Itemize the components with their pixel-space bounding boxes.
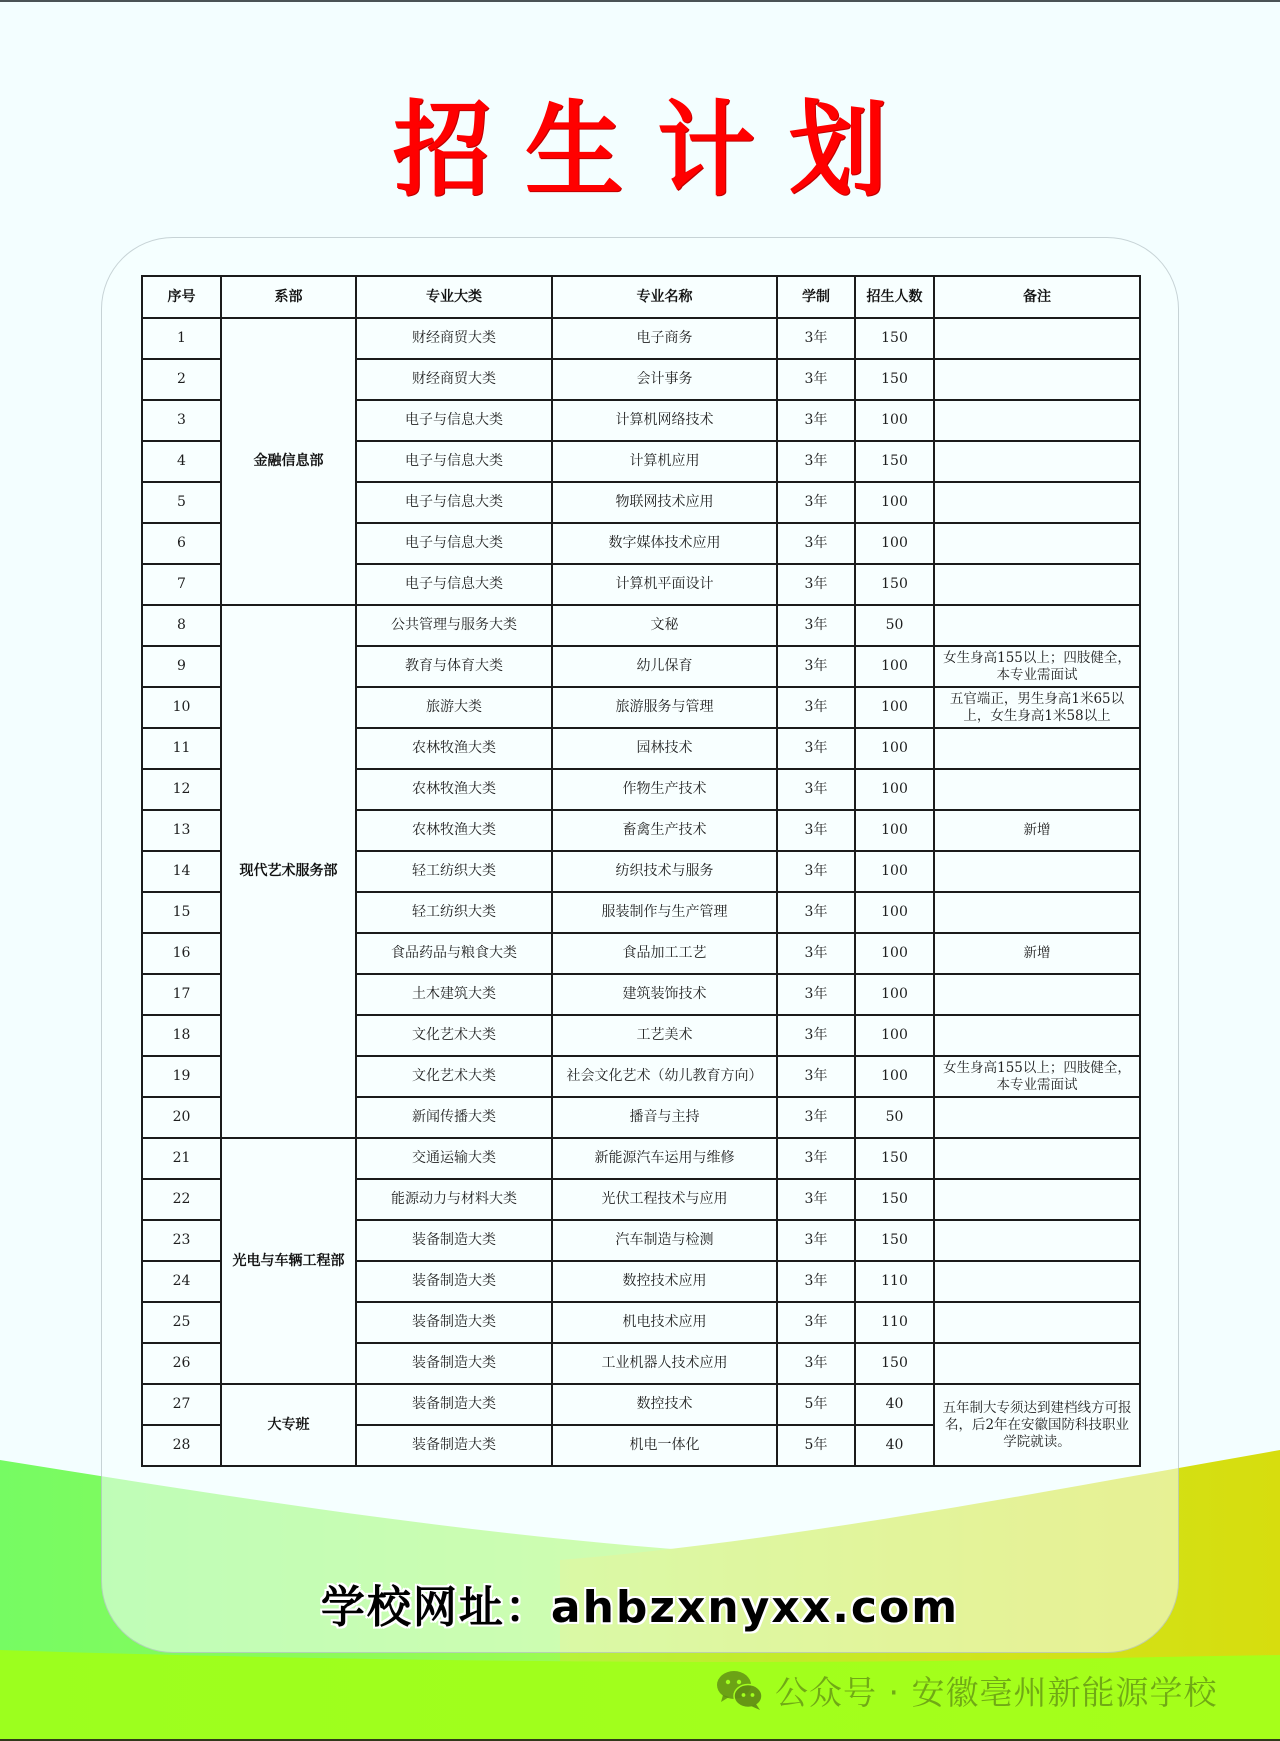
cell-category: 农林牧渔大类: [356, 728, 552, 769]
cell-major: 工业机器人技术应用: [552, 1343, 777, 1384]
cell-major: 汽车制造与检测: [552, 1220, 777, 1261]
cell-major: 园林技术: [552, 728, 777, 769]
cell-category: 土木建筑大类: [356, 974, 552, 1015]
header-years: 学制: [777, 276, 855, 318]
cell-years: 5年: [777, 1384, 855, 1425]
cell-category: 新闻传播大类: [356, 1097, 552, 1138]
table-row: [142, 605, 1140, 646]
cell-major: 计算机应用: [552, 441, 777, 482]
cell-count: 100: [855, 728, 934, 769]
cell-years: 3年: [777, 1343, 855, 1384]
cell-years: 3年: [777, 564, 855, 605]
cell-no: 24: [142, 1261, 221, 1302]
cell-years: 3年: [777, 1138, 855, 1179]
cell-no: 28: [142, 1425, 221, 1466]
cell-no: 7: [142, 564, 221, 605]
cell-category: 电子与信息大类: [356, 523, 552, 564]
cell-category: 电子与信息大类: [356, 441, 552, 482]
watermark-text: 公众号 · 安徽亳州新能源学校: [775, 1672, 1218, 1712]
header-department: 系部: [221, 276, 356, 318]
cell-count: 40: [855, 1425, 934, 1466]
cell-years: 5年: [777, 1425, 855, 1466]
cell-major: 新能源汽车运用与维修: [552, 1138, 777, 1179]
cell-remark: 女生身高155以上；四肢健全，本专业需面试: [934, 1056, 1140, 1097]
cell-count: 150: [855, 1343, 934, 1384]
cell-count: 100: [855, 687, 934, 728]
cell-major: 物联网技术应用: [552, 482, 777, 523]
cell-category: 轻工纺织大类: [356, 851, 552, 892]
cell-major: 幼儿保育: [552, 646, 777, 687]
cell-major: 播音与主持: [552, 1097, 777, 1138]
cell-major: 作物生产技术: [552, 769, 777, 810]
cell-no: 23: [142, 1220, 221, 1261]
cell-category: 旅游大类: [356, 687, 552, 728]
cell-category: 文化艺术大类: [356, 1015, 552, 1056]
cell-count: 150: [855, 1138, 934, 1179]
wechat-watermark: [715, 1664, 1217, 1716]
cell-remark: [934, 400, 1140, 441]
cell-no: 25: [142, 1302, 221, 1343]
cell-years: 3年: [777, 1015, 855, 1056]
cell-remark: [934, 359, 1140, 400]
cell-department: 现代艺术服务部: [221, 605, 356, 1138]
cell-count: 100: [855, 1056, 934, 1097]
cell-years: 3年: [777, 851, 855, 892]
cell-no: 17: [142, 974, 221, 1015]
wechat-icon: [715, 1668, 765, 1712]
cell-remark: [934, 1138, 1140, 1179]
cell-remark: [934, 1015, 1140, 1056]
cell-remark: [934, 1343, 1140, 1384]
cell-remark: [934, 1179, 1140, 1220]
cell-remark: [934, 892, 1140, 933]
cell-no: 19: [142, 1056, 221, 1097]
cell-major: 机电技术应用: [552, 1302, 777, 1343]
cell-count: 150: [855, 1179, 934, 1220]
cell-category: 农林牧渔大类: [356, 810, 552, 851]
cell-remark: [934, 1261, 1140, 1302]
cell-years: 3年: [777, 1056, 855, 1097]
cell-years: 3年: [777, 605, 855, 646]
cell-no: 1: [142, 318, 221, 359]
cell-major: 旅游服务与管理: [552, 687, 777, 728]
table-row: [142, 1384, 1140, 1425]
cell-count: 100: [855, 933, 934, 974]
header-no: 序号: [142, 276, 221, 318]
cell-category: 装备制造大类: [356, 1261, 552, 1302]
cell-no: 15: [142, 892, 221, 933]
cell-remark: [934, 523, 1140, 564]
cell-remark: [934, 1097, 1140, 1138]
cell-count: 110: [855, 1302, 934, 1343]
cell-major: 机电一体化: [552, 1425, 777, 1466]
cell-count: 100: [855, 851, 934, 892]
cell-count: 150: [855, 318, 934, 359]
cell-major: 社会文化艺术（幼儿教育方向）: [552, 1056, 777, 1097]
cell-category: 电子与信息大类: [356, 482, 552, 523]
cell-no: 26: [142, 1343, 221, 1384]
cell-remark: 新增: [934, 933, 1140, 974]
cell-no: 8: [142, 605, 221, 646]
cell-no: 22: [142, 1179, 221, 1220]
cell-count: 50: [855, 1097, 934, 1138]
page-title: 招生计划: [392, 91, 921, 211]
cell-major: 数控技术: [552, 1384, 777, 1425]
header-remark: 备注: [934, 276, 1140, 318]
cell-remark: [934, 318, 1140, 359]
cell-no: 18: [142, 1015, 221, 1056]
cell-count: 100: [855, 523, 934, 564]
cell-count: 150: [855, 564, 934, 605]
cell-major: 食品加工工艺: [552, 933, 777, 974]
cell-years: 3年: [777, 1220, 855, 1261]
cell-count: 100: [855, 400, 934, 441]
cell-no: 3: [142, 400, 221, 441]
table-row: [142, 318, 1140, 359]
cell-no: 4: [142, 441, 221, 482]
cell-count: 150: [855, 1220, 934, 1261]
cell-no: 11: [142, 728, 221, 769]
header-category: 专业大类: [356, 276, 552, 318]
cell-category: 装备制造大类: [356, 1220, 552, 1261]
cell-count: 100: [855, 769, 934, 810]
cell-category: 食品药品与粮食大类: [356, 933, 552, 974]
header-major: 专业名称: [552, 276, 777, 318]
cell-category: 文化艺术大类: [356, 1056, 552, 1097]
cell-no: 16: [142, 933, 221, 974]
cell-count: 100: [855, 974, 934, 1015]
cell-major: 工艺美术: [552, 1015, 777, 1056]
cell-count: 150: [855, 359, 934, 400]
cell-remark: [934, 1302, 1140, 1343]
cell-years: 3年: [777, 1179, 855, 1220]
cell-category: 财经商贸大类: [356, 359, 552, 400]
cell-category: 装备制造大类: [356, 1384, 552, 1425]
cell-no: 14: [142, 851, 221, 892]
cell-remark: [934, 769, 1140, 810]
cell-years: 3年: [777, 318, 855, 359]
cell-remark: [934, 605, 1140, 646]
cell-years: 3年: [777, 441, 855, 482]
cell-major: 建筑装饰技术: [552, 974, 777, 1015]
cell-years: 3年: [777, 769, 855, 810]
enrollment-plan-table: [141, 275, 1141, 1467]
cell-years: 3年: [777, 1097, 855, 1138]
header-count: 招生人数: [855, 276, 934, 318]
cell-count: 100: [855, 646, 934, 687]
cell-count: 100: [855, 892, 934, 933]
cell-major: 计算机网络技术: [552, 400, 777, 441]
cell-remark: [934, 974, 1140, 1015]
cell-no: 12: [142, 769, 221, 810]
cell-category: 交通运输大类: [356, 1138, 552, 1179]
cell-no: 6: [142, 523, 221, 564]
cell-no: 5: [142, 482, 221, 523]
cell-category: 装备制造大类: [356, 1343, 552, 1384]
cell-years: 3年: [777, 892, 855, 933]
cell-years: 3年: [777, 400, 855, 441]
cell-years: 3年: [777, 523, 855, 564]
cell-major: 电子商务: [552, 318, 777, 359]
cell-years: 3年: [777, 974, 855, 1015]
cell-years: 3年: [777, 646, 855, 687]
cell-major: 光伏工程技术与应用: [552, 1179, 777, 1220]
cell-no: 13: [142, 810, 221, 851]
cell-years: 3年: [777, 933, 855, 974]
cell-category: 轻工纺织大类: [356, 892, 552, 933]
cell-major: 文秘: [552, 605, 777, 646]
cell-count: 110: [855, 1261, 934, 1302]
cell-department: 金融信息部: [221, 318, 356, 605]
cell-count: 40: [855, 1384, 934, 1425]
school-website: 学校网址：ahbzxnyxx.com: [320, 1582, 960, 1633]
cell-category: 公共管理与服务大类: [356, 605, 552, 646]
cell-no: 10: [142, 687, 221, 728]
cell-remark: [934, 564, 1140, 605]
cell-category: 财经商贸大类: [356, 318, 552, 359]
cell-count: 100: [855, 810, 934, 851]
cell-years: 3年: [777, 1261, 855, 1302]
cell-years: 3年: [777, 728, 855, 769]
cell-remark: 五官端正，男生身高1米65以上，女生身高1米58以上: [934, 687, 1140, 728]
cell-department: 光电与车辆工程部: [221, 1138, 356, 1384]
cell-count: 100: [855, 482, 934, 523]
table-header-row: [142, 276, 1140, 318]
cell-category: 装备制造大类: [356, 1425, 552, 1466]
cell-count: 50: [855, 605, 934, 646]
cell-category: 电子与信息大类: [356, 564, 552, 605]
cell-major: 计算机平面设计: [552, 564, 777, 605]
cell-category: 教育与体育大类: [356, 646, 552, 687]
cell-years: 3年: [777, 810, 855, 851]
cell-no: 20: [142, 1097, 221, 1138]
cell-count: 100: [855, 1015, 934, 1056]
cell-category: 装备制造大类: [356, 1302, 552, 1343]
cell-category: 电子与信息大类: [356, 400, 552, 441]
cell-no: 2: [142, 359, 221, 400]
cell-department: 大专班: [221, 1384, 356, 1466]
cell-major: 数控技术应用: [552, 1261, 777, 1302]
cell-remark: [934, 851, 1140, 892]
cell-remark: [934, 441, 1140, 482]
cell-major: 服装制作与生产管理: [552, 892, 777, 933]
cell-remark: 女生身高155以上；四肢健全，本专业需面试: [934, 646, 1140, 687]
cell-major: 纺织技术与服务: [552, 851, 777, 892]
cell-years: 3年: [777, 359, 855, 400]
cell-no: 9: [142, 646, 221, 687]
cell-no: 27: [142, 1384, 221, 1425]
cell-remark: 新增: [934, 810, 1140, 851]
cell-years: 3年: [777, 687, 855, 728]
cell-remark: 五年制大专须达到建档线方可报名，后2年在安徽国防科技职业学院就读。: [934, 1384, 1140, 1466]
cell-remark: [934, 728, 1140, 769]
cell-major: 会计事务: [552, 359, 777, 400]
cell-remark: [934, 1220, 1140, 1261]
cell-major: 畜禽生产技术: [552, 810, 777, 851]
cell-years: 3年: [777, 482, 855, 523]
cell-major: 数字媒体技术应用: [552, 523, 777, 564]
cell-remark: [934, 482, 1140, 523]
table-row: [142, 1138, 1140, 1179]
cell-no: 21: [142, 1138, 221, 1179]
cell-category: 能源动力与材料大类: [356, 1179, 552, 1220]
cell-years: 3年: [777, 1302, 855, 1343]
cell-category: 农林牧渔大类: [356, 769, 552, 810]
cell-count: 150: [855, 441, 934, 482]
